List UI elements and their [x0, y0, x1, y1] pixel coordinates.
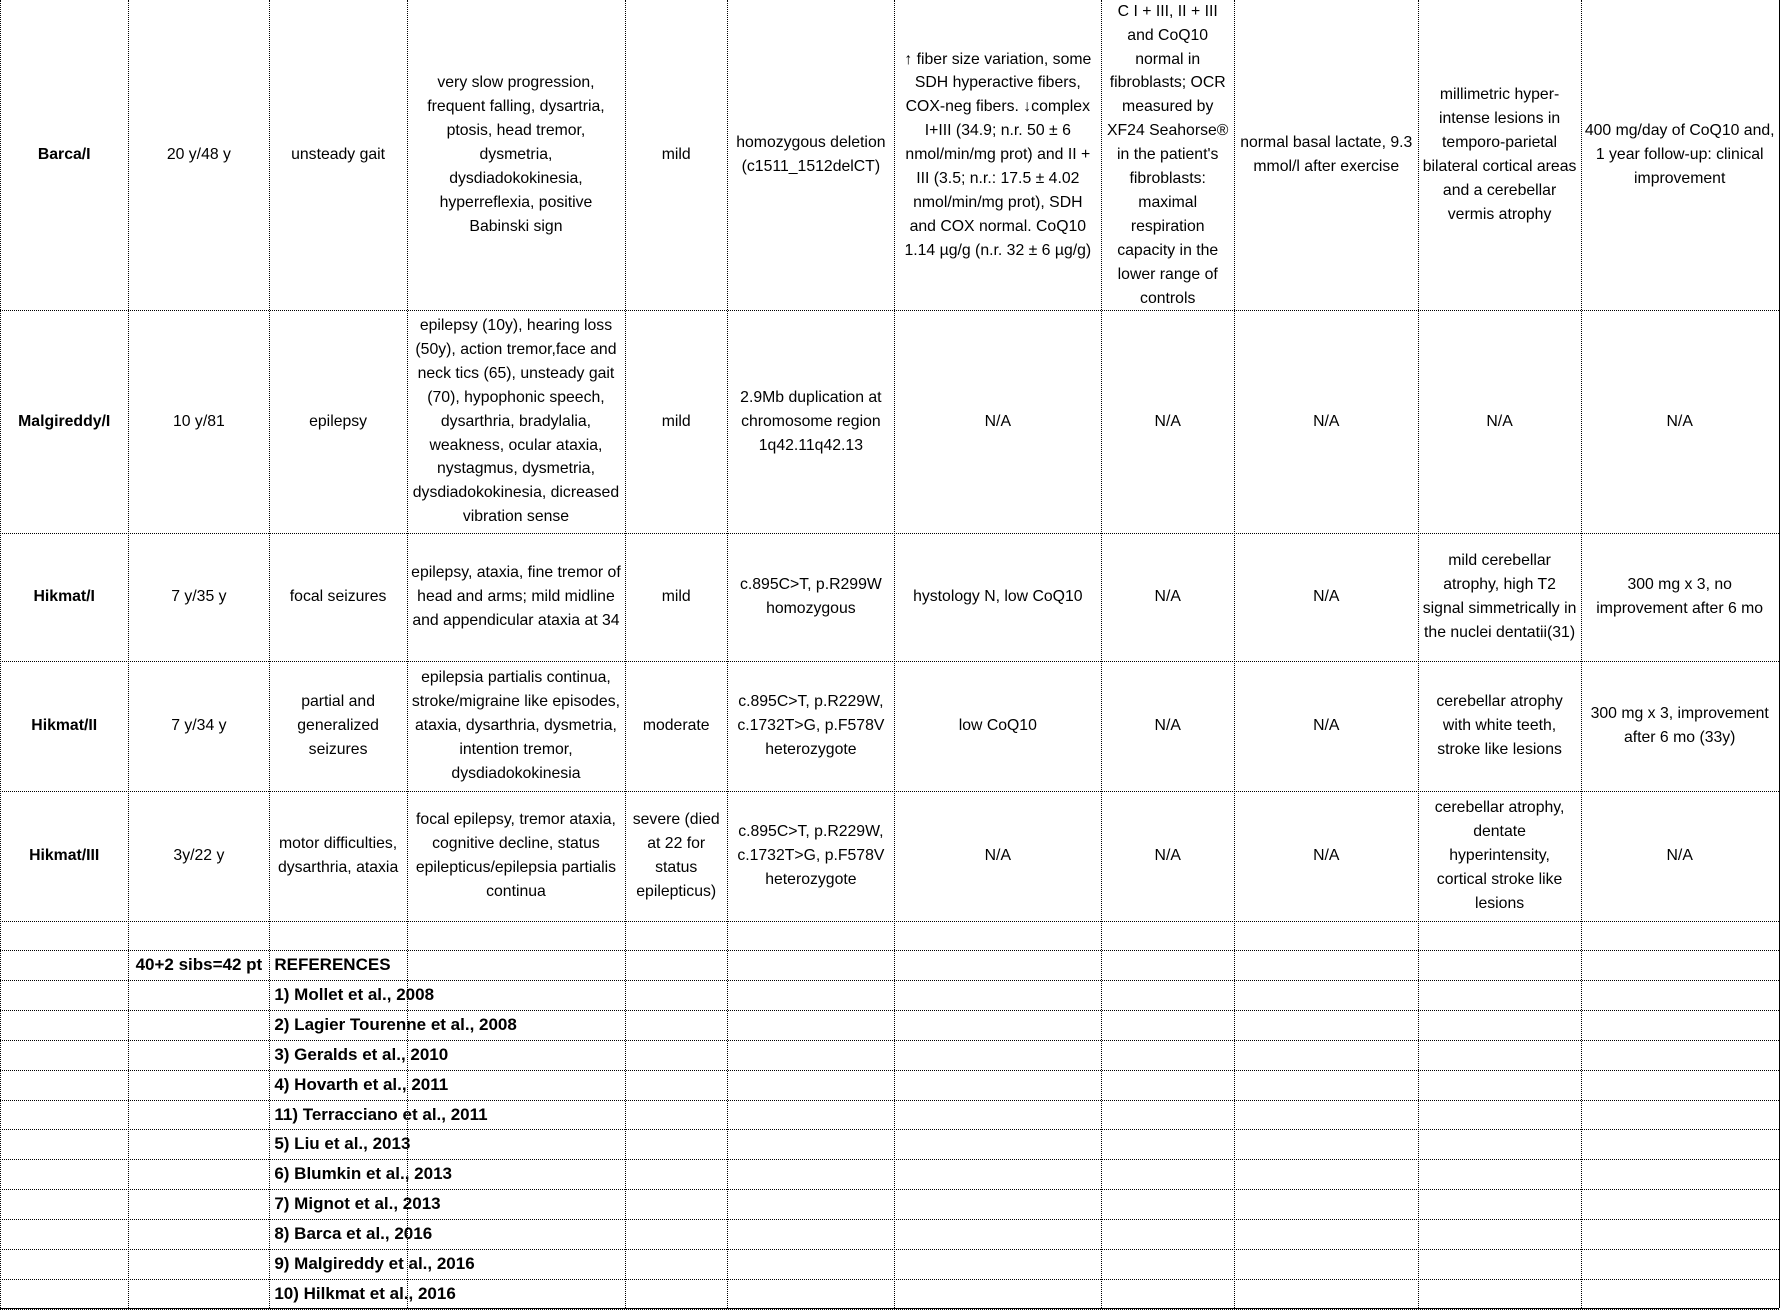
cell-treatment: N/A [1666, 412, 1693, 430]
grid-hline [0, 1219, 1779, 1220]
grid-hline [0, 1070, 1779, 1071]
grid-hline [0, 1159, 1779, 1160]
cell-features: epilepsy (10y), hearing loss (50y), action tremor,face and neck tics (65), unsteady gait (70), hypophonic speech, dysarthria, bradylalia, weakness, ocular ataxia, nystagmus, dysmetria, dysdiadokokinesia, dicreased vibration sense [412, 317, 620, 526]
cell-severity: mild [661, 588, 691, 606]
grid-vline [128, 0, 129, 1308]
cell-treatment: 400 mg/day of CoQ10 and, 1 year follow-up: clinical improvement [1584, 122, 1775, 188]
cell-muscle: ↑ fiber size variation, some SDH hyperactive fibers, COX-neg fibers. ↓complex I+III (34.9; n.r. 50 ± 6 nmol/min/mg prot) and II + III (3.5; n.r.: 17.5 ± 4.02 nmol/min/mg prot), SDH and COX normal. CoQ10 1.14 µg/g (n.r. 32 ± 6 µg/g) [904, 50, 1092, 259]
grid-hline [0, 533, 1779, 534]
cell-lactate: N/A [1313, 717, 1340, 735]
cell-name: Hikmat/II [31, 717, 98, 735]
grid-hline [0, 1249, 1779, 1250]
reference-item: 10) Hilkmat et al., 2016 [274, 1283, 456, 1303]
grid-vline [625, 0, 626, 1308]
cell-features: epilepsia partialis continua, stroke/migraine like episodes, ataxia, dysarthria, dysmetria, intention tremor, dysdiadokokinesia [411, 669, 620, 783]
cell-treatment: 300 mg x 3, improvement after 6 mo (33y) [1590, 705, 1769, 747]
cell-features: focal epilepsy, tremor ataxia, cognitive decline, status epilepticus/epilepsia partialis continua [415, 810, 617, 900]
cell-age: 7 y/35 y [171, 588, 227, 606]
grid-vline [1581, 0, 1582, 1308]
cell-lactate: N/A [1313, 588, 1340, 606]
grid-vline [727, 0, 728, 1308]
grid-hline [0, 1129, 1779, 1130]
cell-muscle: N/A [984, 846, 1011, 864]
grid-hline [0, 791, 1779, 792]
grid-hline [0, 1010, 1779, 1011]
cell-mutation: homozygous deletion (c1511_1512delCT) [736, 134, 886, 176]
cell-onset: partial and generalized seizures [297, 693, 379, 759]
cell-name: Barca/I [37, 146, 91, 164]
cell-muscle: N/A [984, 412, 1011, 430]
total-patients: 40+2 sibs=42 pt [135, 955, 263, 975]
cell-fibroblasts: C I + III, II + III and CoQ10 normal in fibroblasts; OCR measured by XF24 Seahorse® in the patient's fibroblasts: maximal respiration capacity in the lower range of controls [1107, 2, 1229, 307]
cell-fibroblasts: N/A [1154, 412, 1181, 430]
cell-fibroblasts: N/A [1154, 717, 1181, 735]
cell-lactate: N/A [1313, 846, 1340, 864]
grid-hline [0, 1189, 1779, 1190]
grid-hline [0, 661, 1779, 662]
reference-item: 3) Geralds et al., 2010 [274, 1044, 449, 1064]
cell-mutation: c.895C>T, p.R229W, c.1732T>G, p.F578V heterozygote [737, 693, 885, 759]
cell-muscle: hystology N, low CoQ10 [913, 588, 1083, 606]
cell-mutation: c.895C>T, p.R299W homozygous [739, 576, 882, 618]
cell-features: very slow progression, frequent falling, dysartria, ptosis, head tremor, dysmetria, dysdiadokokinesia, hyperreflexia, positive Babinski sign [427, 74, 605, 235]
reference-item: 8) Barca et al., 2016 [274, 1224, 433, 1244]
cell-fibroblasts: N/A [1154, 588, 1181, 606]
grid-vline [1418, 0, 1419, 1308]
cell-severity: mild [661, 412, 691, 430]
reference-item: 5) Liu et al., 2013 [274, 1134, 411, 1154]
cell-fibroblasts: N/A [1154, 846, 1181, 864]
grid-vline [1234, 0, 1235, 1308]
cell-severity: mild [661, 146, 691, 164]
cell-onset: unsteady gait [291, 146, 386, 164]
reference-item: 6) Blumkin et al., 2013 [274, 1164, 452, 1184]
grid-hline [0, 950, 1779, 951]
cell-severity: moderate [642, 717, 710, 735]
cell-treatment: 300 mg x 3, no improvement after 6 mo [1596, 576, 1764, 618]
grid-vline [1101, 0, 1102, 1308]
cell-mutation: 2.9Mb duplication at chromosome region 1q42.11q42.13 [740, 388, 882, 454]
grid-bottom-border [0, 1308, 1779, 1309]
grid-hline [0, 310, 1779, 311]
grid-hline [0, 1279, 1779, 1280]
cell-treatment: N/A [1666, 846, 1693, 864]
reference-item: 2) Lagier Tourenne et al., 2008 [274, 1014, 517, 1034]
reference-item: 9) Malgireddy et al., 2016 [274, 1253, 475, 1273]
cell-age: 7 y/34 y [171, 717, 227, 735]
cell-mri: N/A [1486, 412, 1513, 430]
cell-age: 3y/22 y [173, 846, 225, 864]
cell-muscle: low CoQ10 [958, 717, 1037, 735]
cell-mri: mild cerebellar atrophy, high T2 signal simmetrically in the nuclei dentatii(31) [1422, 552, 1577, 642]
reference-item: 4) Hovarth et al., 2011 [274, 1074, 449, 1094]
cell-onset: motor difficulties, dysarthria, ataxia [277, 834, 399, 876]
cell-onset: epilepsy [309, 412, 368, 430]
cell-lactate: normal basal lactate, 9.3 mmol/l after exercise [1240, 134, 1413, 176]
grid-hline [0, 1040, 1779, 1041]
reference-item: 7) Mignot et al., 2013 [274, 1194, 441, 1214]
cell-severity: severe (died at 22 for status epilepticus) [632, 810, 720, 900]
cell-name: Hikmat/I [33, 588, 95, 606]
cell-age: 10 y/81 [172, 412, 225, 430]
grid-vline [0, 0, 1, 1308]
reference-item: 11) Terracciano et al., 2011 [274, 1104, 488, 1124]
cell-name: Malgireddy/I [18, 412, 111, 430]
grid-hline [0, 1100, 1779, 1101]
cell-age: 20 y/48 y [166, 146, 231, 164]
cell-features: epilepsy, ataxia, fine tremor of head and arms; mild midline and appendicular ataxia at 34 [411, 564, 621, 630]
grid-vline [894, 0, 895, 1308]
cell-name: Hikmat/III [29, 846, 100, 864]
grid-vline [1779, 0, 1780, 1308]
cell-mri: millimetric hyper-intense lesions in temporo-parietal bilateral cortical areas and a cerebellar vermis atrophy [1422, 86, 1577, 223]
grid-hline [0, 980, 1779, 981]
grid-vline [269, 0, 270, 1308]
cell-onset: focal seizures [289, 588, 387, 606]
references-title: REFERENCES [274, 955, 391, 975]
cell-mutation: c.895C>T, p.R229W, c.1732T>G, p.F578V heterozygote [737, 822, 885, 888]
cell-lactate: N/A [1313, 412, 1340, 430]
grid-hline [0, 921, 1779, 922]
cell-mri: cerebellar atrophy with white teeth, stroke like lesions [1436, 693, 1563, 759]
grid-vline [407, 0, 408, 1308]
reference-item: 1) Mollet et al., 2008 [274, 984, 435, 1004]
cell-mri: cerebellar atrophy, dentate hyperintensity, cortical stroke like lesions [1434, 798, 1565, 912]
